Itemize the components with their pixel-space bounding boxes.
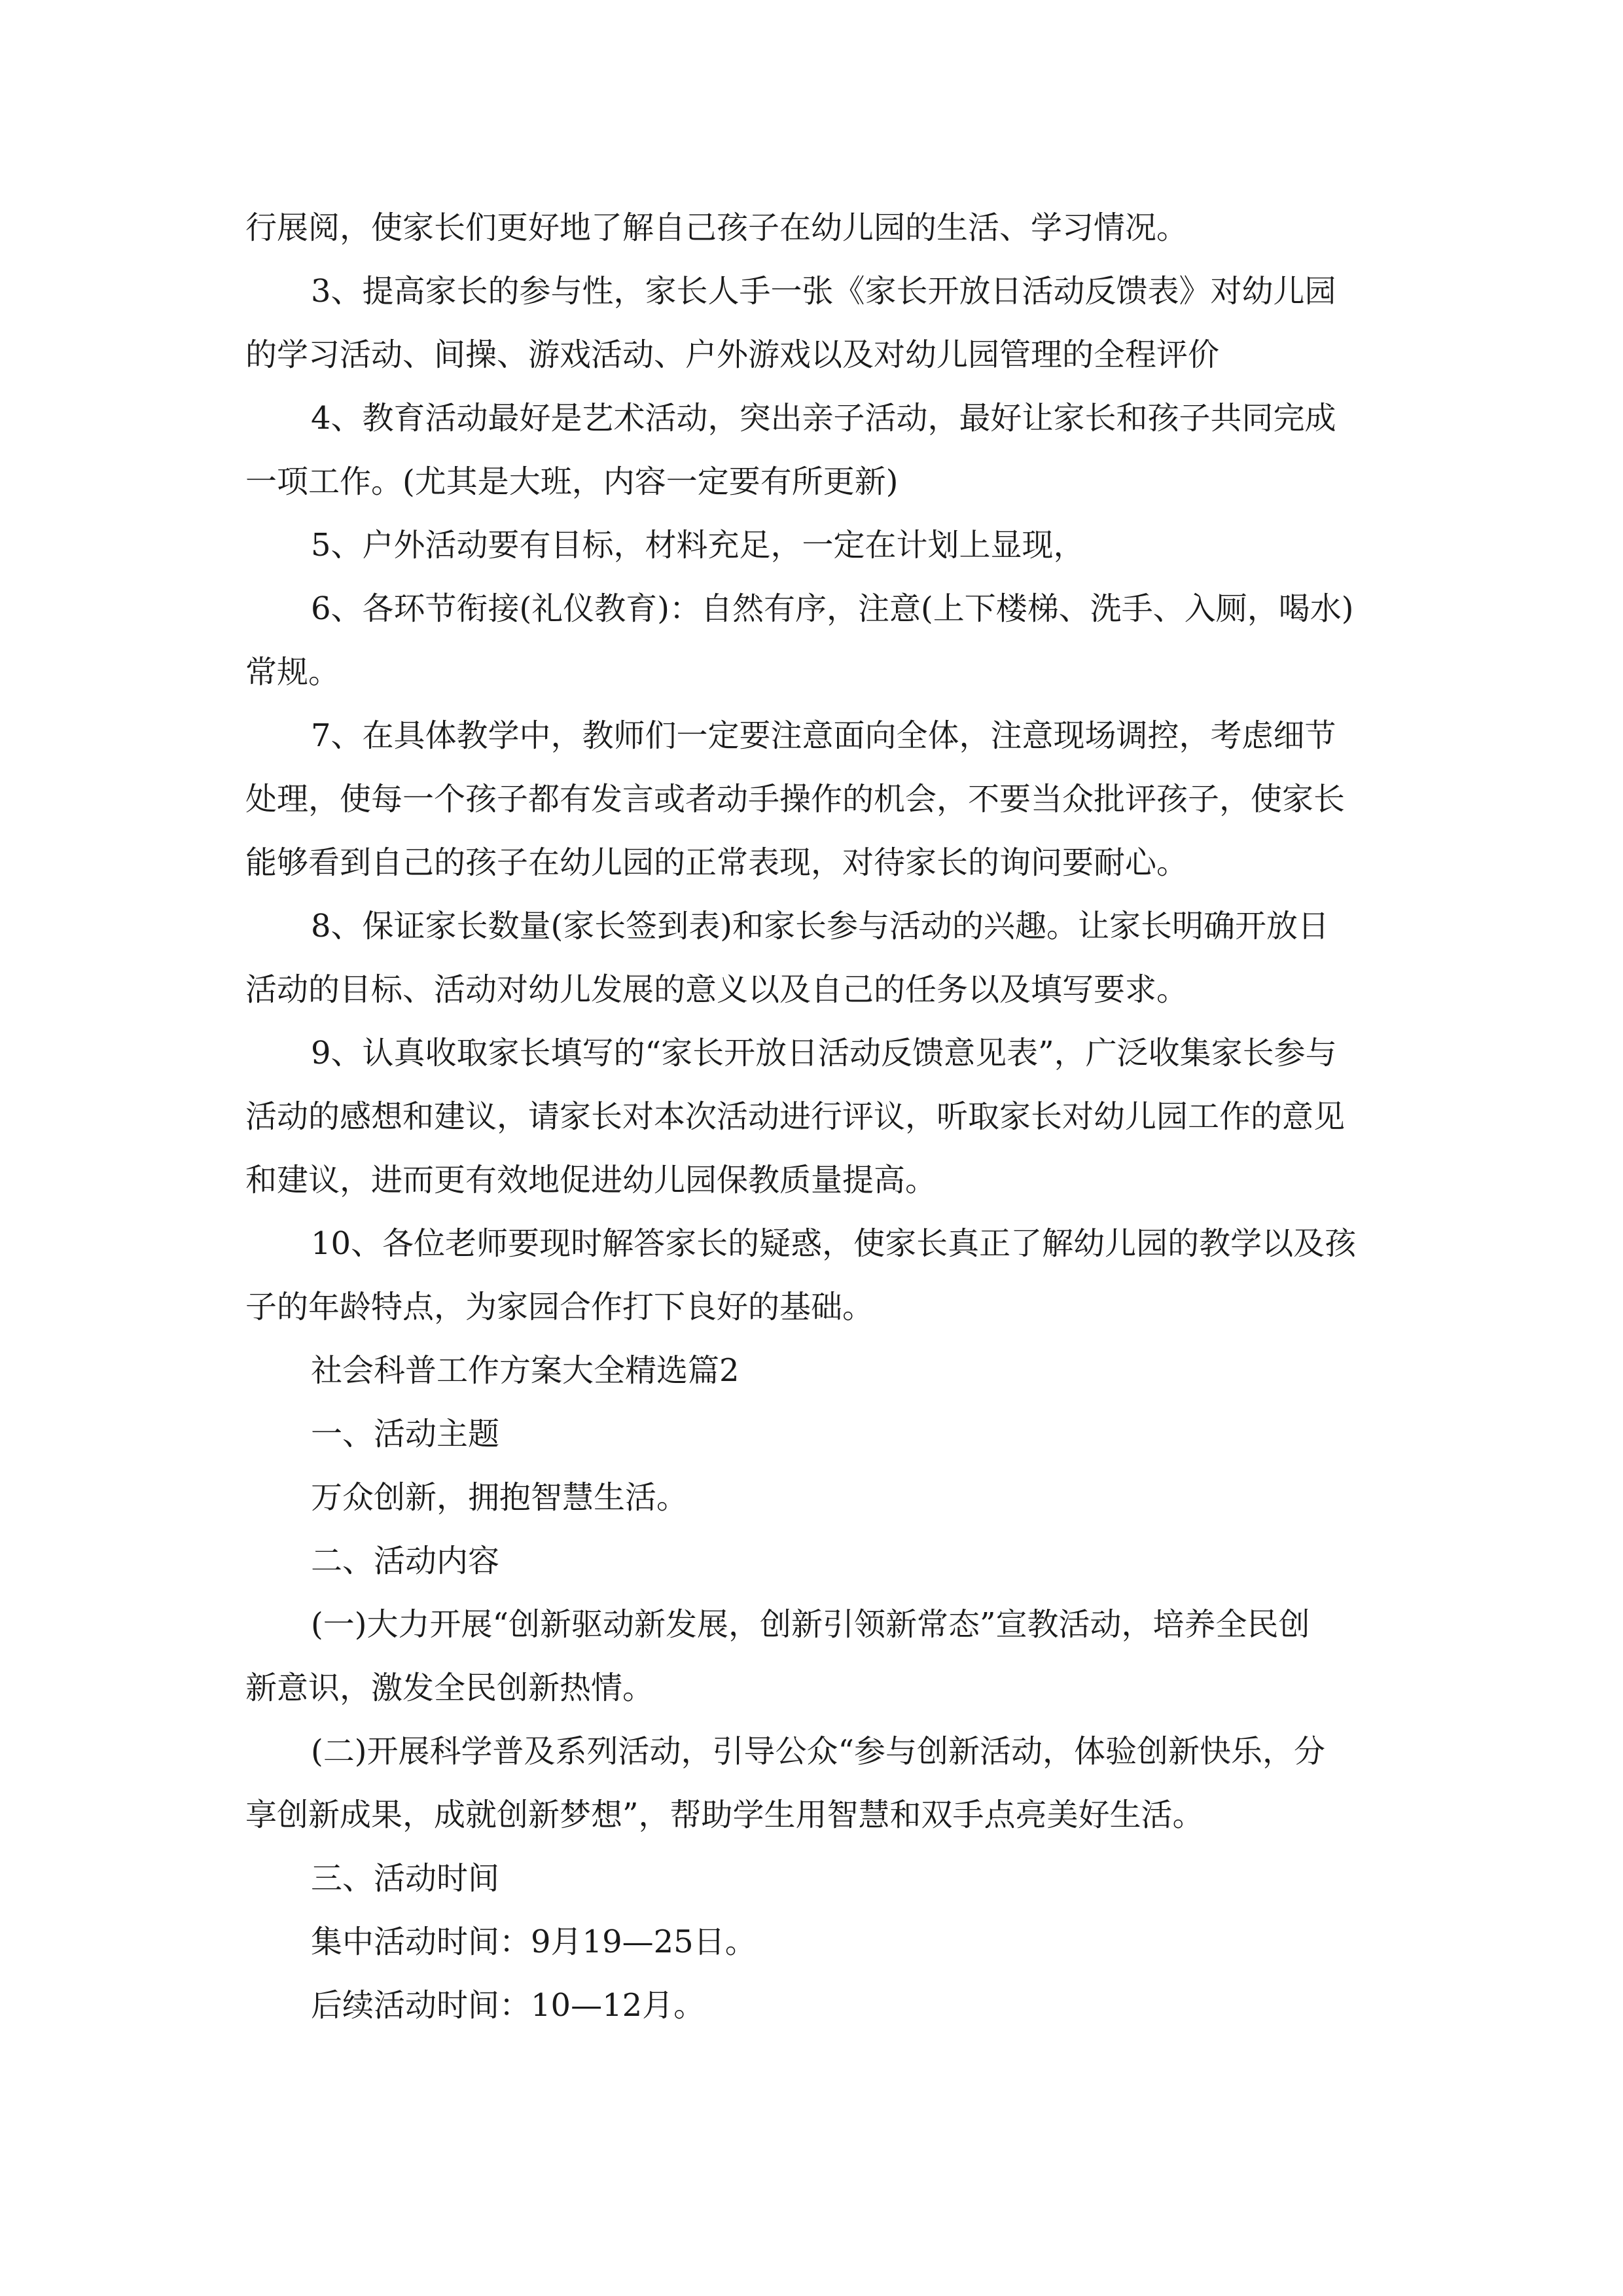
paragraph-17-line-0: 后续活动时间：10—12月。 xyxy=(311,1987,705,2024)
paragraph-16-line-0: 集中活动时间：9月19—25日。 xyxy=(311,1924,757,1960)
paragraph-6-line-0: 8、保证家长数量(家长签到表)和家长参与活动的兴趣。让家长明确开放日 xyxy=(311,908,1329,944)
paragraph-1-line-1: 的学习活动、间操、游戏活动、户外游戏以及对幼儿园管理的全程评价 xyxy=(245,336,1220,373)
paragraph-3-line-0: 5、户外活动要有目标，材料充足，一定在计划上显现， xyxy=(311,527,1085,564)
paragraph-11-line-0: 万众创新，拥抱智慧生活。 xyxy=(311,1479,688,1516)
paragraph-9-line-0: 社会科普工作方案大全精选篇2 xyxy=(311,1352,740,1389)
paragraph-5-line-2: 能够看到自己的孩子在幼儿园的正常表现，对待家长的询问要耐心。 xyxy=(245,844,1188,881)
paragraph-14-line-0: (二)开展科学普及系列活动，引导公众“参与创新活动，体验创新快乐，分 xyxy=(311,1733,1325,1770)
paragraph-2-line-0: 4、教育活动最好是艺术活动，突出亲子活动，最好让家长和孩子共同完成 xyxy=(311,400,1336,437)
paragraph-8-line-0: 10、各位老师要现时解答家长的疑惑，使家长真正了解幼儿园的教学以及孩 xyxy=(311,1225,1357,1262)
paragraph-2-line-1: 一项工作。(尤其是大班，内容一定要有所更新) xyxy=(245,463,899,500)
paragraph-5-line-1: 处理，使每一个孩子都有发言或者动手操作的机会，不要当众批评孩子，使家长 xyxy=(245,781,1346,817)
paragraph-7-line-2: 和建议，进而更有效地促进幼儿园保教质量提高。 xyxy=(245,1162,937,1198)
paragraph-7-line-1: 活动的感想和建议，请家长对本次活动进行评议，听取家长对幼儿园工作的意见 xyxy=(245,1098,1346,1135)
paragraph-1-line-0: 3、提高家长的参与性，家长人手一张《家长开放日活动反馈表》对幼儿园 xyxy=(311,273,1336,310)
paragraph-10-line-0: 一、活动主题 xyxy=(311,1416,500,1452)
document-body xyxy=(245,196,1381,2037)
paragraph-12-line-0: 二、活动内容 xyxy=(311,1543,500,1579)
paragraph-6-line-1: 活动的目标、活动对幼儿发展的意义以及自己的任务以及填写要求。 xyxy=(245,971,1188,1008)
paragraph-15-line-0: 三、活动时间 xyxy=(311,1860,500,1897)
paragraph-14-line-1: 享创新成果，成就创新梦想”，帮助学生用智慧和双手点亮美好生活。 xyxy=(245,1797,1204,1833)
paragraph-13-line-0: (一)大力开展“创新驱动新发展，创新引领新常态”宣教活动，培养全民创 xyxy=(311,1606,1310,1643)
paragraph-4-line-0: 6、各环节衔接(礼仪教育)：自然有序，注意(上下楼梯、洗手、入厕，喝水) xyxy=(311,590,1354,627)
paragraph-4-line-1: 常规。 xyxy=(245,654,340,691)
paragraph-7-line-0: 9、认真收取家长填写的“家长开放日活动反馈意见表”，广泛收集家长参与 xyxy=(311,1035,1337,1071)
paragraph-8-line-1: 子的年龄特点，为家园合作打下良好的基础。 xyxy=(245,1289,874,1325)
paragraph-5-line-0: 7、在具体教学中，教师们一定要注意面向全体，注意现场调控，考虑细节 xyxy=(311,717,1336,754)
paragraph-13-line-1: 新意识，激发全民创新热情。 xyxy=(245,1670,654,1706)
paragraph-0-line-0: 行展阅，使家长们更好地了解自己孩子在幼儿园的生活、学习情况。 xyxy=(245,209,1188,246)
